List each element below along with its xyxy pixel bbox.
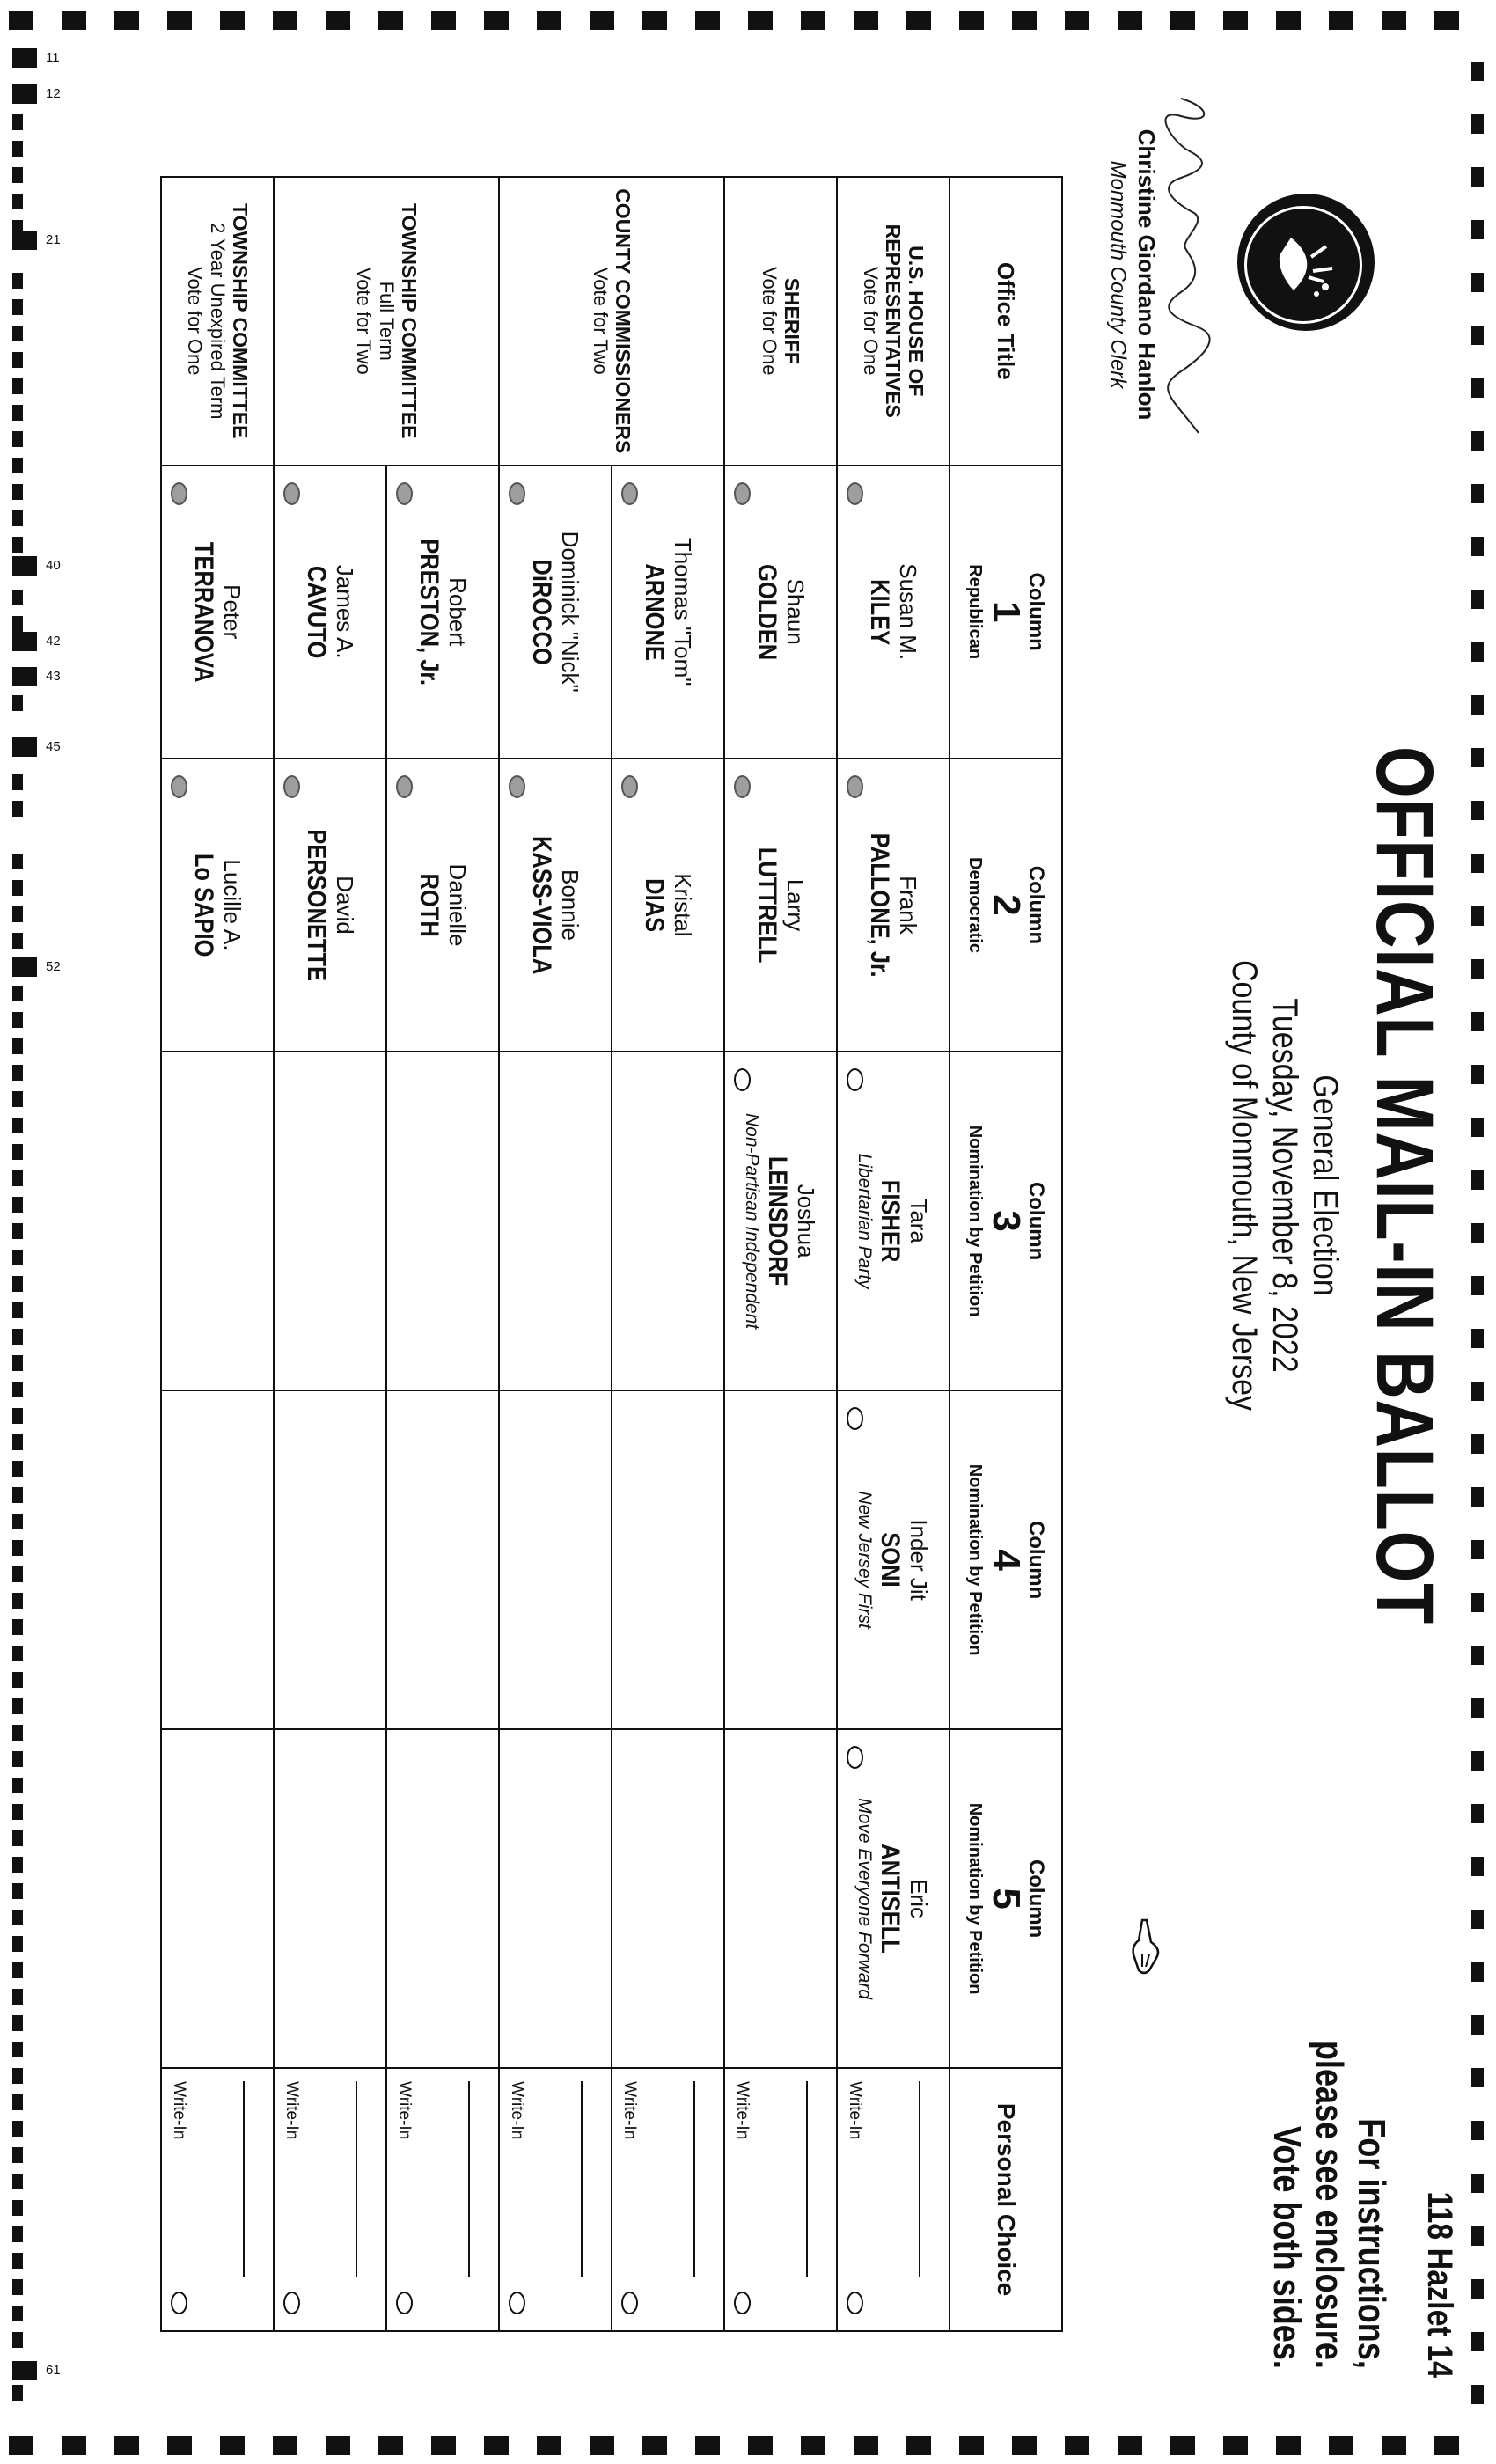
candidate-given-name: David xyxy=(332,876,359,935)
term: 2 Year Unexpired Term xyxy=(207,223,229,420)
vote-oval[interactable] xyxy=(171,775,187,798)
candidate-cell[interactable] xyxy=(161,466,274,759)
vote-oval[interactable] xyxy=(283,775,300,798)
vote-oval[interactable] xyxy=(847,1746,863,1769)
column-number: 1 xyxy=(985,600,1029,623)
empty-cell xyxy=(499,1390,612,1729)
instructions-line: For instructions, xyxy=(1350,2118,1393,2369)
candidate-surname: PALLONE, Jr. xyxy=(865,832,895,978)
instructions xyxy=(1265,2041,1392,2369)
office-title xyxy=(499,177,724,466)
empty-cell xyxy=(724,1390,837,1729)
candidate-given-name: Bonnie xyxy=(557,869,584,941)
office-row-township-full-2 xyxy=(274,177,386,2331)
candidate-given-name: Thomas "Tom" xyxy=(670,537,697,686)
vote-oval[interactable] xyxy=(171,2292,187,2314)
candidate-given-name: Susan M. xyxy=(895,563,922,661)
office-title xyxy=(837,177,950,466)
candidate-given-name: Robert xyxy=(444,577,472,647)
instructions-line: Vote both sides. xyxy=(1265,2126,1309,2369)
vote-oval[interactable] xyxy=(621,2292,638,2314)
write-in-label: Write-In xyxy=(170,2081,188,2140)
candidate-cell[interactable] xyxy=(612,466,724,759)
column-party: Republican xyxy=(965,564,986,660)
write-in-label: Write-In xyxy=(620,2081,639,2140)
candidate-cell[interactable] xyxy=(499,466,612,759)
candidate-cell[interactable] xyxy=(724,466,837,759)
office-row-township-unexpired xyxy=(161,177,274,2331)
election-date: Tuesday, November 8, 2022 xyxy=(1265,998,1304,1373)
ballot-id: 118 Hazlet 14 xyxy=(1420,2191,1459,2378)
margin-number: 40 xyxy=(46,558,61,573)
candidate-cell[interactable] xyxy=(837,1052,950,1390)
candidate-given-name: Dominick "Nick" xyxy=(557,531,584,693)
write-in-cell[interactable] xyxy=(612,2068,724,2331)
margin-number: 12 xyxy=(46,86,61,101)
candidate-surname: FISHER xyxy=(876,1179,906,1263)
ballot-title: OFFICIAL MAIL-IN BALLOT xyxy=(1360,745,1449,1625)
candidate-party: Libertarian Party xyxy=(854,1153,876,1289)
vote-for: Vote for One xyxy=(184,267,206,376)
instructions-line: please see enclosure. xyxy=(1308,2040,1351,2369)
vote-oval[interactable] xyxy=(509,775,525,798)
candidate-given-name: Lucille A. xyxy=(219,859,246,951)
candidate-given-name: Larry xyxy=(782,878,810,932)
candidate-cell[interactable] xyxy=(386,759,499,1052)
empty-cell xyxy=(724,1729,837,2068)
vote-oval[interactable] xyxy=(396,2292,413,2314)
candidate-party: Move Everyone Forward xyxy=(854,1798,876,1999)
write-in-cell[interactable] xyxy=(837,2068,950,2331)
candidate-surname: CAVUTO xyxy=(302,565,332,658)
term: Full Term xyxy=(376,281,398,361)
column-party: Democratic xyxy=(965,857,986,953)
candidate-given-name: Joshua xyxy=(793,1184,820,1258)
column-party: Nomination by Petition xyxy=(965,1125,986,1317)
candidate-surname: GOLDEN xyxy=(752,563,782,660)
candidate-given-name: Inder Jit xyxy=(906,1519,933,1601)
office-title xyxy=(274,177,499,466)
clerk-name: Christine Giordano Hanlon xyxy=(1133,128,1160,421)
empty-cell xyxy=(161,1052,274,1390)
column-number: 3 xyxy=(985,1210,1029,1232)
candidate-party: New Jersey First xyxy=(854,1491,876,1629)
candidate-cell[interactable] xyxy=(612,759,724,1052)
candidate-cell[interactable] xyxy=(837,1729,950,2068)
empty-cell xyxy=(499,1052,612,1390)
empty-cell xyxy=(612,1390,724,1729)
vote-oval[interactable] xyxy=(847,482,863,505)
clerk-signature xyxy=(1163,90,1216,442)
vote-oval[interactable] xyxy=(847,1068,863,1091)
candidate-cell[interactable] xyxy=(161,759,274,1052)
column-2-header xyxy=(950,759,1062,1052)
candidate-surname: LUTTRELL xyxy=(752,847,782,964)
candidate-cell[interactable] xyxy=(837,1390,950,1729)
column-3-header xyxy=(950,1052,1062,1390)
vote-oval[interactable] xyxy=(283,482,300,505)
margin-number: 43 xyxy=(46,669,61,684)
candidate-given-name: Tara xyxy=(906,1199,933,1243)
office-row-sheriff xyxy=(724,177,837,2331)
office-row-us-house xyxy=(837,177,950,2331)
vote-oval[interactable] xyxy=(396,775,413,798)
candidate-surname: PERSONETTE xyxy=(302,829,332,981)
vote-for: Vote for One xyxy=(759,267,781,376)
candidate-surname: Lo SAPIO xyxy=(189,853,219,957)
column-number: 5 xyxy=(985,1888,1029,1910)
write-in-label: Write-In xyxy=(282,2081,301,2140)
column-party: Nomination by Petition xyxy=(965,1463,986,1656)
column-number: 4 xyxy=(985,1549,1029,1571)
empty-cell xyxy=(386,1729,499,2068)
office-row-township-full xyxy=(386,177,499,2331)
pointing-hand-icon xyxy=(1125,1916,1169,1977)
vote-oval[interactable] xyxy=(847,2292,863,2314)
office-name: TOWNSHIP COMMITTEE xyxy=(398,203,421,439)
candidate-cell[interactable] xyxy=(724,1052,837,1390)
write-in-cell[interactable] xyxy=(161,2068,274,2331)
margin-number: 11 xyxy=(46,50,60,65)
column-label: Column xyxy=(1024,1181,1049,1261)
vote-for: Vote for One xyxy=(860,267,882,376)
candidate-party: Non-Partisan Independent xyxy=(742,1113,763,1330)
vote-oval[interactable] xyxy=(847,775,863,798)
empty-cell xyxy=(161,1729,274,2068)
office-title xyxy=(161,177,274,466)
candidate-cell[interactable] xyxy=(274,466,386,759)
column-label: Column xyxy=(1024,1520,1049,1600)
empty-cell xyxy=(274,1729,386,2068)
column-label: Column xyxy=(1024,1859,1049,1939)
header-row xyxy=(950,177,1062,2331)
candidate-surname: ROTH xyxy=(414,873,444,937)
margin-number: 42 xyxy=(46,634,61,649)
candidate-surname: TERRANOVA xyxy=(189,541,219,682)
vote-oval[interactable] xyxy=(734,775,751,798)
empty-cell xyxy=(274,1390,386,1729)
vote-oval[interactable] xyxy=(847,1407,863,1430)
vote-for: Vote for Two xyxy=(590,267,612,375)
column-label: Column xyxy=(1024,572,1049,651)
candidate-surname: PRESTON, Jr. xyxy=(414,538,444,686)
candidate-surname: DIAS xyxy=(640,878,670,932)
vote-oval[interactable] xyxy=(621,775,638,798)
empty-cell xyxy=(499,1729,612,2068)
county-seal-icon xyxy=(1237,194,1375,331)
write-in-label: Write-In xyxy=(508,2081,526,2140)
write-in-label: Write-In xyxy=(846,2081,864,2140)
office-name: TOWNSHIP COMMITTEE xyxy=(229,203,252,439)
candidate-given-name: Frank xyxy=(895,876,922,935)
empty-cell xyxy=(612,1052,724,1390)
vote-oval[interactable] xyxy=(283,2292,300,2314)
write-in-label: Write-In xyxy=(733,2081,752,2140)
column-party: Nomination by Petition xyxy=(965,1802,986,1995)
column-label: Column xyxy=(1024,865,1049,945)
candidate-cell[interactable] xyxy=(837,759,950,1052)
candidate-cell[interactable] xyxy=(274,759,386,1052)
office-title xyxy=(724,177,837,466)
column-5-header xyxy=(950,1729,1062,2068)
ballot-content xyxy=(33,55,1468,2404)
write-in-cell[interactable] xyxy=(386,2068,499,2331)
column-number: 2 xyxy=(985,894,1029,916)
vote-for: Vote for Two xyxy=(353,267,375,375)
candidate-surname: ARNONE xyxy=(640,562,670,661)
candidate-given-name: Danielle xyxy=(444,863,472,947)
candidate-surname: SONI xyxy=(876,1532,906,1588)
office-title-header: Office Title xyxy=(950,177,1062,466)
margin-number: 45 xyxy=(46,739,61,754)
write-in-cell[interactable] xyxy=(499,2068,612,2331)
candidate-cell[interactable] xyxy=(724,759,837,1052)
empty-cell xyxy=(612,1729,724,2068)
ballot-grid xyxy=(160,176,1063,2332)
election-name: General Election xyxy=(1306,1074,1345,1296)
candidate-cell[interactable] xyxy=(837,466,950,759)
candidate-surname: KASS-VIOLA xyxy=(527,835,557,975)
candidate-surname: ANTISELL xyxy=(876,1844,906,1954)
empty-cell xyxy=(386,1390,499,1729)
margin-number: 61 xyxy=(46,2363,61,2378)
candidate-surname: LEINSDORF xyxy=(763,1155,793,1287)
candidate-surname: DiROCCO xyxy=(527,558,557,665)
election-county: County of Monmouth, New Jersey xyxy=(1225,959,1264,1412)
write-in-label: Write-In xyxy=(395,2081,414,2140)
empty-cell xyxy=(386,1052,499,1390)
column-4-header xyxy=(950,1390,1062,1729)
candidate-given-name: Shaun xyxy=(782,578,810,645)
office-row-county-commissioners xyxy=(612,177,724,2331)
office-name: SHERIFF xyxy=(781,277,803,364)
empty-cell xyxy=(274,1052,386,1390)
margin-number: 21 xyxy=(46,232,61,247)
candidate-cell[interactable] xyxy=(499,759,612,1052)
vote-oval[interactable] xyxy=(734,2292,751,2314)
clerk-title: Monmouth County Clerk xyxy=(1106,160,1130,389)
vote-oval[interactable] xyxy=(621,482,638,505)
vote-oval[interactable] xyxy=(734,1068,751,1091)
office-row-county-commissioners-2 xyxy=(499,177,612,2331)
write-in-cell[interactable] xyxy=(724,2068,837,2331)
column-1-header xyxy=(950,466,1062,759)
office-name: U.S. HOUSE OF REPRESENTATIVES xyxy=(882,224,928,418)
vote-oval[interactable] xyxy=(396,482,413,505)
margin-number: 52 xyxy=(46,959,61,974)
candidate-surname: KILEY xyxy=(865,578,895,645)
vote-oval[interactable] xyxy=(734,482,751,505)
vote-oval[interactable] xyxy=(509,2292,525,2314)
write-in-cell[interactable] xyxy=(274,2068,386,2331)
candidate-cell[interactable] xyxy=(386,466,499,759)
candidate-given-name: Peter xyxy=(219,584,246,640)
empty-cell xyxy=(161,1390,274,1729)
candidate-given-name: James A. xyxy=(332,564,359,659)
candidate-given-name: Kristal xyxy=(670,873,697,937)
office-name: COUNTY COMMISSIONERS xyxy=(612,188,634,454)
vote-oval[interactable] xyxy=(509,482,525,505)
candidate-given-name: Eric xyxy=(906,1879,933,1918)
vote-oval[interactable] xyxy=(171,482,187,505)
personal-choice-header: Personal Choice xyxy=(950,2068,1062,2331)
